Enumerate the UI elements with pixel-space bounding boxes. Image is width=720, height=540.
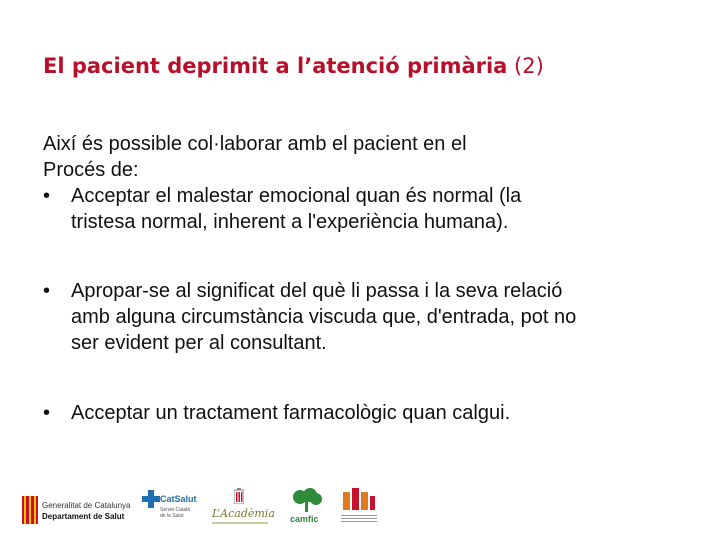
bullet-marker: • bbox=[43, 280, 51, 302]
intro-line-1: Així és possible col·laborar amb el pacient en el bbox=[43, 133, 467, 155]
society-line-3 bbox=[341, 521, 377, 522]
slide-title bbox=[43, 54, 544, 78]
slide-title-main: El pacient deprimit a l’atenció primària bbox=[43, 54, 508, 78]
intro-line-2: Procés de: bbox=[43, 159, 139, 181]
society-emblem-icon bbox=[341, 488, 377, 512]
camfic-name: camfic bbox=[290, 514, 319, 524]
footer-logos bbox=[0, 482, 720, 532]
bullet-item-3 bbox=[43, 400, 693, 426]
academia-underline bbox=[212, 522, 268, 524]
bullet-item-1 bbox=[43, 183, 693, 235]
bullet-line: ser evident per al consultant. bbox=[71, 332, 327, 354]
generalitat-line-1: Generalitat de Catalunya bbox=[42, 501, 131, 510]
academia-logo bbox=[210, 482, 275, 530]
bullet-line: amb alguna circumstància viscuda que, d'entrada, pot no bbox=[71, 306, 577, 328]
bullet-line: Acceptar el malestar emocional quan és normal (la bbox=[71, 185, 522, 207]
camfic-tree-icon bbox=[290, 488, 324, 512]
society-line-2 bbox=[341, 518, 377, 519]
generalitat-line-2: Departament de Salut bbox=[42, 512, 125, 521]
bullet-line: Acceptar un tractament farmacològic quan calgui. bbox=[71, 402, 511, 424]
slide-title-suffix: (2) bbox=[507, 54, 544, 78]
catsalut-sub-1: Servei Català bbox=[160, 507, 191, 513]
bullet-line: tristesa normal, inherent a l'experiència humana). bbox=[71, 211, 509, 233]
catsalut-logo bbox=[140, 482, 200, 530]
catsalut-cross-icon bbox=[142, 490, 160, 508]
slide-body bbox=[43, 131, 693, 426]
society-line-1 bbox=[341, 515, 377, 516]
academia-emblem-icon bbox=[234, 488, 244, 504]
generalitat-emblem-icon bbox=[22, 496, 38, 524]
generalitat-logo bbox=[22, 482, 132, 530]
bullet-marker: • bbox=[43, 185, 51, 207]
society-logo bbox=[336, 482, 382, 530]
bullet-line: Apropar-se al significat del què li passa i la seva relació bbox=[71, 280, 563, 302]
camfic-logo bbox=[286, 482, 330, 530]
catsalut-name: CatSalut bbox=[160, 494, 197, 504]
catsalut-sub-2: de la Salut bbox=[160, 513, 184, 519]
academia-name: L’Acadèmia bbox=[212, 507, 275, 520]
bullet-item-2 bbox=[43, 278, 693, 356]
bullet-marker: • bbox=[43, 402, 51, 424]
